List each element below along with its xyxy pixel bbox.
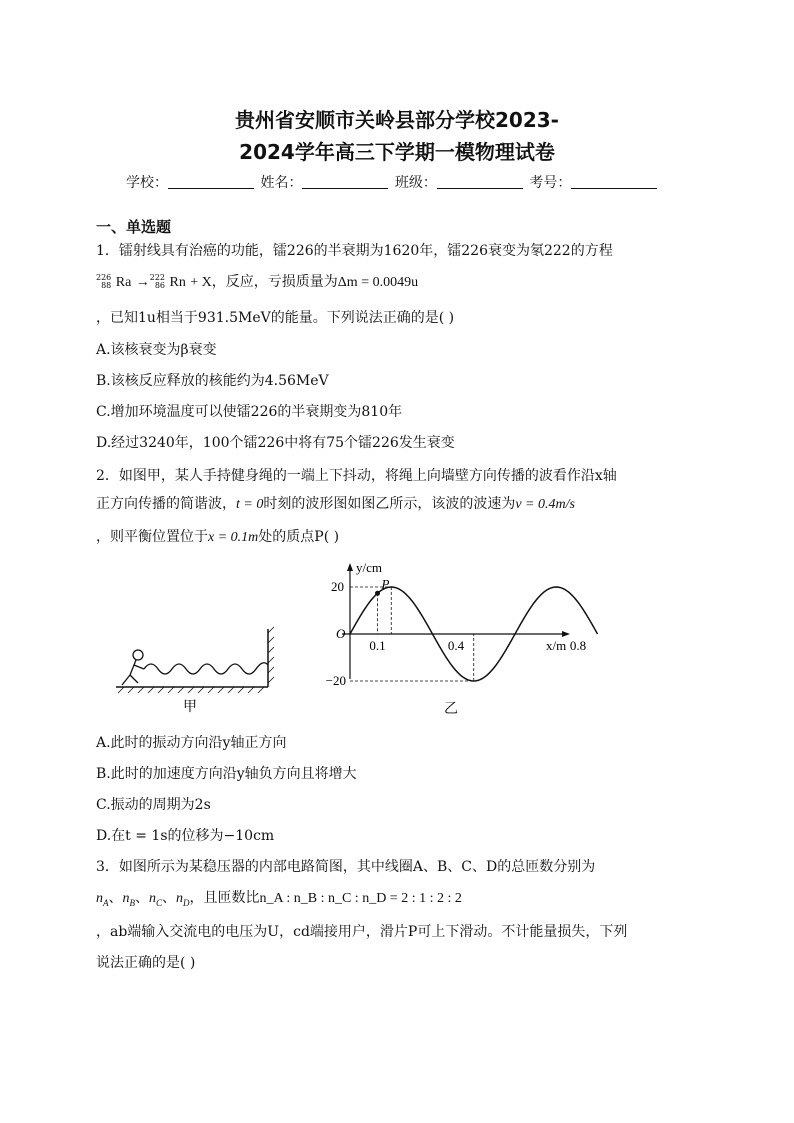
point-p-label: P bbox=[381, 576, 390, 592]
student-info-row bbox=[126, 172, 659, 192]
figure-jia-caption: 甲 bbox=[183, 700, 197, 715]
q1-option-a[interactable]: A.该核衰变为β衰变 bbox=[96, 342, 217, 358]
y-tick-label-bottom: −20 bbox=[325, 673, 346, 688]
class-blank[interactable] bbox=[437, 176, 523, 189]
x-tick-label-0-8: 0.8 bbox=[569, 638, 587, 653]
exam-number-blank[interactable] bbox=[571, 176, 657, 189]
q1-equation-text: ，反应，亏损质量为 bbox=[211, 274, 338, 290]
q2-stem-line3: ，则平衡位置位于x = 0.1m处的质点P( ) bbox=[96, 529, 340, 545]
turns-ratio: n_A : n_B : n_C : n_D = 2 : 1 : 2 : 2 bbox=[259, 891, 462, 906]
ra-nucleon-numbers: 226 88 bbox=[96, 273, 112, 290]
x-particle: + X bbox=[190, 275, 212, 290]
name-blank[interactable] bbox=[302, 176, 388, 189]
y-tick-label-top: 20 bbox=[331, 579, 344, 594]
person-figure bbox=[122, 650, 144, 685]
ground-hatch bbox=[118, 687, 264, 693]
q1-option-c[interactable]: C.增加环境温度可以使镭226的半衰期变为810年 bbox=[96, 404, 403, 420]
q3-stem-line3: ，ab端输入交流电的电压为U，cd端接用户，滑片P可上下滑动。不计能量损失，下列 bbox=[96, 924, 628, 940]
q1-option-d[interactable]: D.经过3240年，100个镭226中将有75个镭226发生衰变 bbox=[96, 435, 455, 451]
q1-stem-line3: ，已知1u相当于931.5MeV的能量。下列说法正确的是( ) bbox=[96, 310, 455, 326]
decay-arrow: → bbox=[135, 275, 150, 290]
q2-stem-line1: 2．如图甲，某人手持健身绳的一端上下抖动，将绳上向墙壁方向传播的波看作沿x轴 bbox=[96, 468, 617, 484]
q3-stem-line1: 3．如图所示为某稳压器的内部电路简图，其中线圈A、B、C、D的总匝数分别为 bbox=[96, 859, 596, 875]
exam-title-line2: 2024学年高三下学期一模物理试卷 bbox=[239, 140, 555, 164]
q1-stem-line1: 1．镭射线具有治癌的功能，镭226的半衰期为1620年，镭226衰变为氡222的方程 bbox=[96, 243, 613, 259]
q2-option-b[interactable]: B.此时的加速度方向沿y轴负方向且将增大 bbox=[96, 766, 357, 782]
y-axis-label: y/cm bbox=[356, 560, 382, 575]
rn-nucleon-numbers: 222 86 bbox=[149, 273, 166, 290]
origin-label: O bbox=[336, 626, 346, 641]
section-title: 一、单选题 bbox=[96, 218, 172, 236]
y-axis-arrow bbox=[347, 563, 353, 571]
figure-yi-caption: 乙 bbox=[444, 701, 458, 717]
school-label: 学校： bbox=[126, 175, 168, 191]
x-axis-label: x/m bbox=[546, 638, 567, 653]
q3-stem-line2: $n_A$、$n_B$、$n_C$、$n_D$，且匝数比n_A : n_B : n_C : n_D = 2 : 1 : 2 : 2 bbox=[96, 890, 462, 908]
q2-option-d[interactable]: D.在t = 1s的位移为−10cm bbox=[96, 828, 275, 844]
q3-stem-line4: 说法正确的是( ) bbox=[96, 955, 196, 971]
rope-wave bbox=[144, 663, 268, 674]
q2-stem-line2: 正方向传播的简谐波，t = 0时刻的波形图如图乙所示，该波的波速为v = 0.4m/s bbox=[96, 496, 575, 512]
name-label: 姓名： bbox=[260, 175, 303, 191]
school-blank[interactable] bbox=[168, 176, 254, 189]
figure-yi-chart bbox=[320, 560, 587, 720]
exam-title-line1: 贵州省安顺市关岭县部分学校2023- bbox=[235, 108, 559, 132]
point-p-marker bbox=[375, 591, 380, 596]
x-tick-label-0-1: 0.1 bbox=[369, 638, 386, 653]
q1-option-b[interactable]: B.该核反应释放的核能约为4.56MeV bbox=[96, 373, 329, 389]
q1-equation-line bbox=[96, 271, 418, 291]
x-tick-label-0-4: 0.4 bbox=[447, 638, 465, 653]
q2-option-a[interactable]: A.此时的振动方向沿y轴正方向 bbox=[96, 735, 287, 751]
x-axis-arrow bbox=[562, 631, 570, 637]
mass-defect: Δm = 0.0049u bbox=[337, 275, 419, 290]
ra-symbol: Ra bbox=[115, 275, 132, 290]
exam-number-label: 考号： bbox=[529, 175, 572, 191]
rn-symbol: Rn bbox=[169, 275, 186, 290]
wall-hatch bbox=[268, 627, 274, 683]
q2-option-c[interactable]: C.振动的周期为2s bbox=[96, 797, 211, 813]
figure-jia bbox=[110, 625, 280, 715]
class-label: 班级： bbox=[394, 175, 437, 191]
